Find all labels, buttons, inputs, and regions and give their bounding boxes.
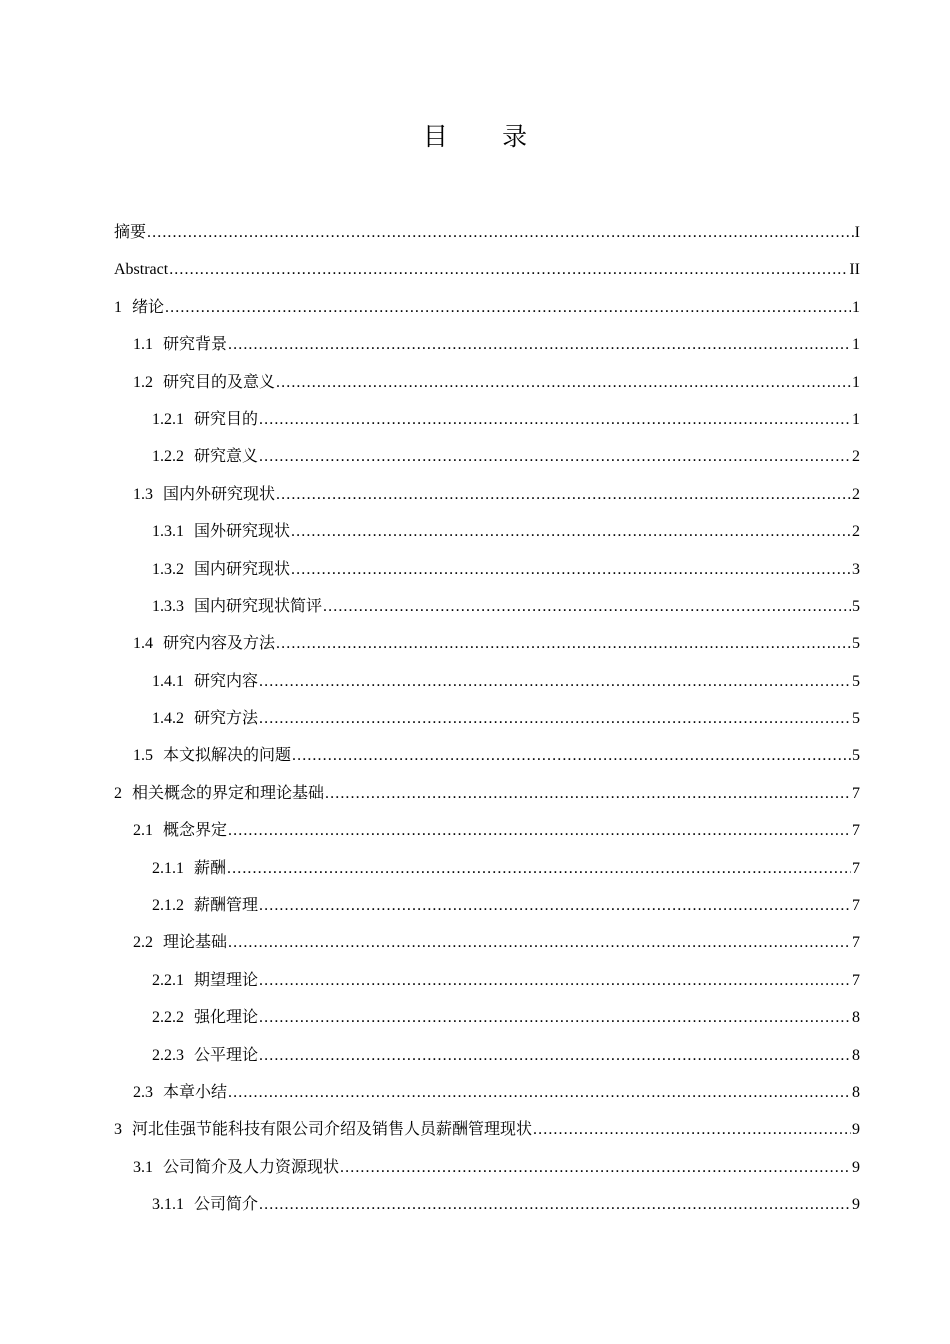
toc-entry-number: 1.3.1	[152, 523, 184, 541]
toc-dot-leader	[291, 551, 851, 588]
toc-entry-label	[152, 850, 226, 887]
toc-entry-label	[152, 663, 258, 700]
toc-entry[interactable]	[114, 1074, 860, 1111]
toc-dot-leader	[165, 289, 851, 326]
toc-entry-title: 研究目的及意义	[163, 373, 276, 391]
toc-entry-label	[133, 737, 291, 774]
toc-page-number: 9	[852, 1196, 860, 1214]
toc-entry[interactable]	[114, 775, 860, 812]
toc-page-number: 9	[852, 1121, 860, 1139]
toc-dot-leader	[259, 999, 851, 1036]
toc-entry-label	[152, 588, 322, 625]
toc-entry-title: 研究目的	[194, 410, 259, 428]
toc-entry-title: 研究意义	[194, 448, 259, 466]
toc-entry-number: 1.2.2	[152, 448, 184, 466]
toc-entry-label	[133, 1074, 227, 1111]
toc-entry[interactable]	[114, 850, 860, 887]
toc-entry[interactable]	[114, 737, 860, 774]
toc-page-number: 2	[852, 448, 860, 466]
toc-dot-leader	[227, 850, 851, 887]
toc-dot-leader	[259, 1037, 851, 1074]
toc-entry[interactable]	[114, 251, 860, 288]
toc-dot-leader	[228, 326, 851, 363]
toc-entry-title: 河北佳强节能科技有限公司介绍及销售人员薪酬管理现状	[132, 1121, 533, 1139]
toc-entry-title: 理论基础	[163, 934, 228, 952]
toc-entry-number: 2.1.2	[152, 897, 184, 915]
toc-entry-label	[133, 1149, 339, 1186]
toc-entry-title: 公平理论	[194, 1046, 259, 1064]
toc-entry-label	[133, 812, 227, 849]
toc-entry-title: Abstract	[114, 261, 169, 279]
toc-entry-label	[114, 775, 324, 812]
toc-entry-title: 研究方法	[194, 710, 259, 728]
toc-dot-leader	[259, 700, 851, 737]
toc-dot-leader	[228, 924, 851, 961]
toc-dot-leader	[291, 513, 851, 550]
toc-page-number: 9	[852, 1158, 860, 1176]
toc-entry-title: 概念界定	[163, 822, 228, 840]
toc-entry-number: 2.2	[133, 934, 153, 952]
toc-entry-title: 研究内容及方法	[163, 635, 276, 653]
toc-entry-title: 强化理论	[194, 1009, 259, 1027]
toc-entry-number: 1.4.2	[152, 710, 184, 728]
toc-dot-leader	[276, 625, 851, 662]
toc-entry[interactable]	[114, 1111, 860, 1148]
toc-entry-label	[133, 364, 275, 401]
toc-entry-number: 1	[114, 298, 122, 316]
toc-entry[interactable]	[114, 887, 860, 924]
toc-page-number: 5	[852, 635, 860, 653]
toc-entry-number: 2.3	[133, 1083, 153, 1101]
toc-dot-leader	[292, 737, 851, 774]
toc-entry-label	[152, 999, 258, 1036]
toc-entry[interactable]	[114, 364, 860, 401]
toc-entry[interactable]	[114, 289, 860, 326]
toc-dot-leader	[259, 1186, 851, 1223]
toc-page-number: 7	[852, 971, 860, 989]
toc-page-number: 2	[852, 485, 860, 503]
toc-entry-number: 1.5	[133, 747, 153, 765]
toc-page-number: 5	[852, 672, 860, 690]
toc-entry-number: 3.1.1	[152, 1196, 184, 1214]
toc-entry-title: 国内研究现状简评	[194, 597, 323, 615]
toc-entry-label	[152, 1037, 258, 1074]
toc-entry-title: 绪论	[132, 298, 165, 316]
toc-entry-title: 本章小结	[163, 1083, 228, 1101]
toc-entry-title: 公司简介及人力资源现状	[163, 1158, 340, 1176]
toc-entry[interactable]	[114, 513, 860, 550]
toc-page-number: 8	[852, 1046, 860, 1064]
toc-entry-label	[152, 401, 258, 438]
toc-dot-leader	[276, 476, 851, 513]
toc-entry[interactable]	[114, 1186, 860, 1223]
toc-entry-title: 相关概念的界定和理论基础	[132, 784, 325, 802]
toc-entry[interactable]	[114, 1037, 860, 1074]
toc-dot-leader	[259, 663, 851, 700]
toc-page-number: 3	[852, 560, 860, 578]
toc-entry-number: 1.3.2	[152, 560, 184, 578]
toc-entry[interactable]	[114, 438, 860, 475]
toc-entry-title: 国内外研究现状	[163, 485, 276, 503]
toc-entry-title: 薪酬	[194, 859, 227, 877]
toc-page-number: 7	[852, 859, 860, 877]
table-of-contents	[114, 214, 860, 1224]
toc-entry-label	[133, 625, 275, 662]
toc-page-number: 1	[852, 336, 860, 354]
toc-dot-leader	[228, 1074, 851, 1111]
toc-entry[interactable]	[114, 625, 860, 662]
toc-entry-label	[114, 251, 168, 288]
toc-entry-label	[114, 214, 146, 251]
toc-page-number: 7	[852, 934, 860, 952]
toc-entry-label	[114, 289, 164, 326]
toc-entry-number: 1.4	[133, 635, 153, 653]
toc-entry-label	[152, 513, 290, 550]
toc-entry[interactable]	[114, 214, 860, 251]
toc-entry-title: 研究内容	[194, 672, 259, 690]
toc-entry-label	[133, 326, 227, 363]
toc-page-number: 5	[852, 747, 860, 765]
toc-page-number: 8	[852, 1009, 860, 1027]
toc-entry-number: 1.1	[133, 336, 153, 354]
toc-entry-title: 摘要	[114, 224, 147, 241]
toc-entry-number: 1.4.1	[152, 672, 184, 690]
toc-entry[interactable]	[114, 1149, 860, 1186]
toc-entry-number: 2.1.1	[152, 859, 184, 877]
toc-entry-title: 国内研究现状	[194, 560, 291, 578]
toc-entry[interactable]	[114, 663, 860, 700]
toc-entry[interactable]	[114, 401, 860, 438]
toc-entry-title: 薪酬管理	[194, 897, 259, 915]
toc-dot-leader	[147, 214, 854, 251]
toc-entry[interactable]	[114, 588, 860, 625]
toc-entry-label	[133, 476, 275, 513]
toc-entry-number: 2.2.1	[152, 971, 184, 989]
toc-entry-number: 2.1	[133, 822, 153, 840]
toc-dot-leader	[323, 588, 851, 625]
toc-page-number: 2	[852, 523, 860, 541]
toc-entry-number: 3	[114, 1121, 122, 1139]
toc-entry-number: 3.1	[133, 1158, 153, 1176]
toc-dot-leader	[259, 887, 851, 924]
toc-page-number: 5	[852, 710, 860, 728]
toc-entry-label	[152, 438, 258, 475]
toc-entry-label	[152, 1186, 258, 1223]
toc-entry-number: 1.2.1	[152, 410, 184, 428]
toc-entry-title: 公司简介	[194, 1196, 259, 1214]
toc-entry[interactable]	[114, 924, 860, 961]
toc-page-number: 8	[852, 1083, 860, 1101]
toc-page-number: 1	[852, 373, 860, 391]
toc-entry[interactable]	[114, 700, 860, 737]
toc-entry-label	[133, 924, 227, 961]
toc-dot-leader	[169, 251, 848, 288]
toc-dot-leader	[259, 438, 851, 475]
toc-dot-leader	[259, 401, 851, 438]
toc-page-number: II	[849, 261, 860, 279]
toc-entry[interactable]	[114, 962, 860, 999]
toc-entry-number: 2	[114, 784, 122, 802]
toc-entry-title: 期望理论	[194, 971, 259, 989]
toc-page-number: 7	[852, 784, 860, 802]
toc-page-number: 1	[852, 410, 860, 428]
toc-entry-title: 本文拟解决的问题	[163, 747, 292, 765]
toc-entry-number: 2.2.2	[152, 1009, 184, 1027]
toc-entry[interactable]	[114, 551, 860, 588]
toc-entry-title: 研究背景	[163, 336, 228, 354]
toc-entry-number: 1.2	[133, 373, 153, 391]
toc-entry-label	[152, 887, 258, 924]
toc-entry-number: 1.3	[133, 485, 153, 503]
toc-entry-label	[152, 962, 258, 999]
toc-entry[interactable]	[114, 812, 860, 849]
toc-entry-label	[152, 551, 290, 588]
toc-dot-leader	[259, 962, 851, 999]
toc-page-number: I	[854, 224, 860, 241]
toc-dot-leader	[340, 1149, 851, 1186]
toc-entry[interactable]	[114, 999, 860, 1036]
toc-page-number: 1	[852, 298, 860, 316]
toc-dot-leader	[228, 812, 851, 849]
toc-dot-leader	[276, 364, 851, 401]
toc-entry[interactable]	[114, 476, 860, 513]
toc-dot-leader	[533, 1111, 851, 1148]
toc-entry-number: 1.3.3	[152, 597, 184, 615]
toc-page-number: 7	[852, 897, 860, 915]
toc-page-number: 7	[852, 822, 860, 840]
toc-entry-label	[114, 1111, 532, 1148]
page-title: 目 录	[422, 124, 552, 151]
toc-entry-number: 2.2.3	[152, 1046, 184, 1064]
toc-entry[interactable]	[114, 326, 860, 363]
toc-dot-leader	[325, 775, 851, 812]
toc-page-number: 5	[852, 597, 860, 615]
toc-entry-label	[152, 700, 258, 737]
toc-entry-title: 国外研究现状	[194, 523, 291, 541]
